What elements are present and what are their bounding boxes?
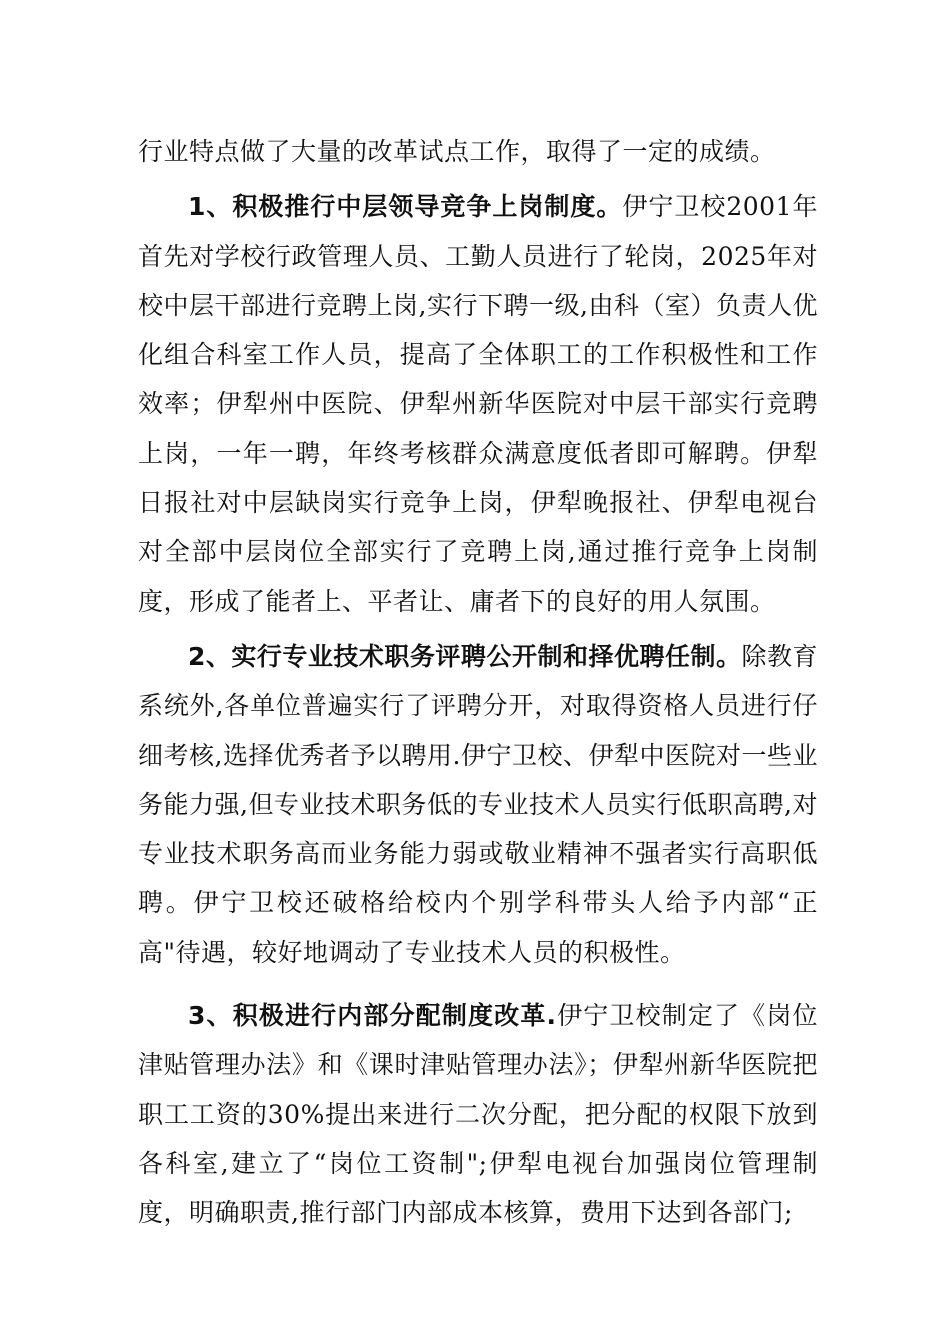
paragraph-3 (138, 991, 818, 1237)
paragraph-1 (138, 182, 818, 626)
paragraph-3-body: 伊宁卫校制定了《岗位津贴管理办法》和《课时津贴管理办法》；伊犁州新华医院把职工工资的30%提出来进行二次分配，把分配的权限下放到各科室,建立了“岗位工资制";伊犁电视台加强岗位管理制度，明确职责,推行部门内部成本核算，费用下达到各部门; (138, 1001, 818, 1228)
paragraph-3-heading: 3、积极进行内部分配制度改革. (188, 1001, 557, 1031)
paragraph-1-heading: 1、积极推行中层领导竞争上岗制度。 (188, 192, 623, 222)
document-body (138, 127, 818, 1238)
paragraph-1-body: 伊宁卫校2001年首先对学校行政管理人员、工勤人员进行了轮岗，2025年对校中层干部进行竞聘上岗,实行下聘一级,由科（室）负责人优化组合科室工作人员，提高了全体职工的工作积极性和工作效率；伊犁州中医院、伊犁州新华医院对中层干部实行竞聘上岗，一年一聘，年终考核群众满意度低者即可解聘。伊犁日报社对中层缺岗实行竞争上岗，伊犁晚报社、伊犁电视台对全部中层岗位全部实行了竞聘上岗,通过推行竞争上岗制度，形成了能者上、平者让、庸者下的良好的用人氛围。 (138, 192, 818, 616)
opening-line: 行业特点做了大量的改革试点工作，取得了一定的成绩。 (138, 137, 776, 166)
paragraph-2-heading: 2、实行专业技术职务评聘公开制和择优聘任制。 (188, 641, 742, 671)
paragraph-2-body: 除教育系统外,各单位普遍实行了评聘分开，对取得资格人员进行仔细考核,选择优秀者予以聘用.伊宁卫校、伊犁中医院对一些业务能力强,但专业技术职务低的专业技术人员实行低职高聘,对专业技术职务高而业务能力弱或敬业精神不强者实行高职低聘。伊宁卫校还破格给校内个别学科带头人给予内部“正高"待遇，较好地调动了专业技术人员的积极性。 (138, 641, 818, 967)
paragraph-2 (138, 632, 818, 977)
